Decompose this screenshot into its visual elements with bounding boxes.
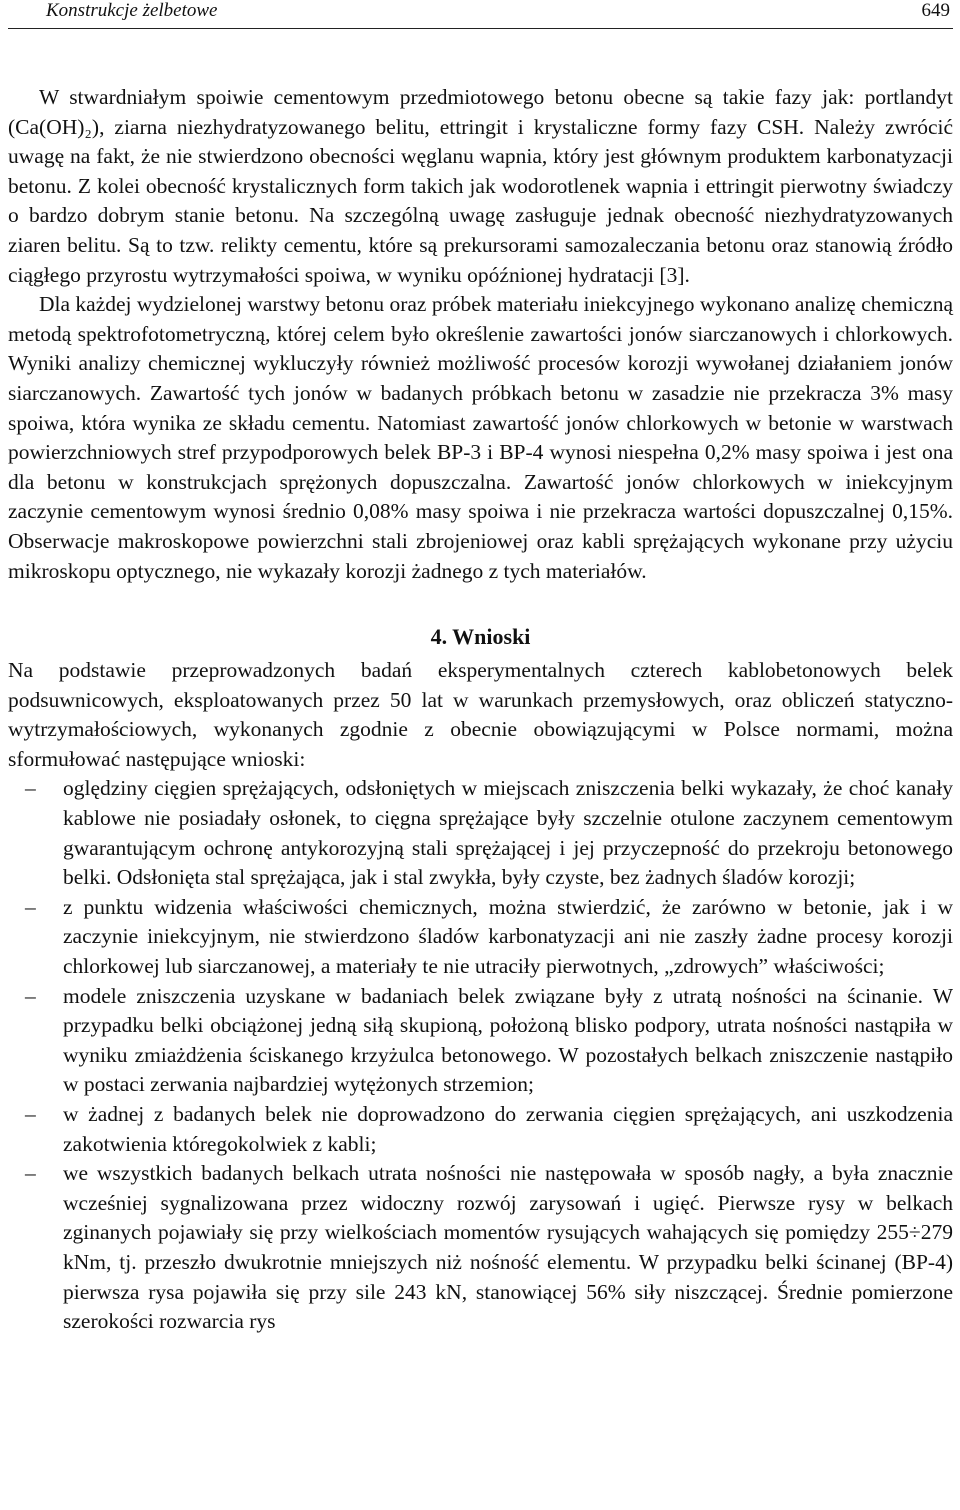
section-heading-conclusions: 4. Wnioski [430, 624, 531, 650]
conclusions-list [8, 774, 953, 1336]
bullet-dash: – [25, 1161, 36, 1186]
list-item-text: w żadnej z badanych belek nie doprowadzono do zerwania cięgien sprężających, ani uszkodzenia zakotwienia któregokolwiek z kabli; [63, 1102, 953, 1156]
paragraph-cement-phases: W stwardniałym spoiwie cementowym przedmiotowego betonu obecne są takie fazy jak: portlandyt (Ca(OH)₂), ziarna niezhydratyzowanego belitu, ettringit i krystaliczne formy fazy CSH. Należy zwrócić uwagę na fakt, że nie stwierdzono obecności węglanu wapnia, który jest głównym produktem karbonatyzacji betonu. Z kolei obecność krystalicznych form takich jak wodorotlenek wapnia i ettringit pierwotny świadczy o bardzo dobrym stanie betonu. Na szczególną uwagę zasługuje jednak obecność niezhydratyzowanych ziaren belitu. Są to tzw. relikty cementu, które są prekursorami samozaleczania betonu oraz stanowią źródło ciągłego przyrostu wytrzymałości spoiwa, w wyniku opóźnionej hydratacji [3]. [8, 85, 953, 287]
paragraph-chemical-analysis: Dla każdej wydzielonej warstwy betonu oraz próbek materiału iniekcyjnego wykonano analizę chemiczną metodą spektrofotometryczną, której celem było określenie zawartości jonów siarczanowych i chlorkowych. Wyniki analizy chemicznej wykluczyły również możliwość procesów korozji wywołanej działaniem jonów siarczanowych. Zawartość tych jonów w badanych próbkach betonu w zasadzie nie przekracza 3% masy spoiwa, która wynika ze składu cementu. Natomiast zawartość jonów chlorkowych w betonie w warstwach powierzchniowych stref przypodporowych belek BP-3 i BP-4 wynosi niespełna 0,2% masy spoiwa i jest ona dla betonu w konstrukcjach sprężonych dopuszczalna. Zawartość jonów chlorkowych w iniekcyjnym zaczynie cementowym wynosi średnio 0,08% masy spoiwa i nie przekracza wartości dopuszczalnej 0,15%. Obserwacje makroskopowe powierzchni stali zbrojeniowej oraz kabli sprężających wykonane przy użyciu mikroskopu optycznego, nie wykazały korozji żadnego z tych materiałów. [8, 292, 953, 583]
page-body [8, 83, 953, 1337]
bullet-dash: – [25, 894, 36, 919]
page-number: 649 [921, 0, 950, 21]
list-item [8, 1159, 953, 1337]
list-item [8, 893, 953, 982]
bullet-dash: – [25, 776, 36, 801]
list-item-text: z punktu widzenia właściwości chemicznych, można stwierdzić, że zarówno w betonie, jak i w zaczynie iniekcyjnym, nie stwierdzono śladów karbonatyzacji ani nie zaszły żadne procesy korozji chlorkowej lub siarczanowej, a materiały te nie utraciły pierwotnych, „zdrowych” właściwości; [63, 894, 953, 979]
list-item-text: oględziny cięgien sprężających, odsłoniętych w miejscach zniszczenia belki wykazały, że choć kanały kablowe nie posiadały osłonek, to cięgna sprężające były szczelnie otulone zaczynem cementowym gwarantującym ochronę antykorozyjną stali sprężającej i jej przyczepność do przekroju betonowego belki. Odsłonięta stal sprężająca, jak i stal zwykła, były czyste, bez żadnych śladów korozji; [63, 776, 953, 890]
journal-section-title: Konstrukcje żelbetowe [46, 0, 218, 21]
bullet-dash: – [25, 983, 36, 1008]
conclusions-intro: Na podstawie przeprowadzonych badań eksperymentalnych czterech kablobetonowych belek podsuwnicowych, eksploatowanych przez 50 lat w warunkach przemysłowych, oraz obliczeń statyczno-wytrzymałościowych, wykonanych zgodnie z obecnie obowiązującymi w Polsce normami, można sformułować następujące wnioski: [8, 658, 953, 771]
bullet-dash: – [25, 1102, 36, 1126]
list-item [8, 982, 953, 1100]
running-header [8, 0, 953, 29]
list-item-text: modele zniszczenia uzyskane w badaniach belek związane były z utratą nośności na ścinanie. W przypadku belki obciążonej jedną siłą skupioną, położoną blisko podpory, utrata nośności nastąpiła w wyniku zmiażdżenia ściskanego krzyżulca betonowego. W pozostałych belkach zniszczenie nastąpiło w postaci zerwania najbardziej wytężonych strzemion; [63, 983, 953, 1097]
list-item-text: we wszystkich badanych belkach utrata nośności nie następowała w sposób nagły, a była znacznie wcześniej sygnalizowana przez widoczny rozwój zarysowań i ugięć. Pierwsze rysy w belkach zginanych pojawiały się przy wielkościach momentów rysujących wahających się pomiędzy 255÷279 kNm, tj. przeszło dwukrotnie mniejszych niż nośność elementu. W przypadku belki ścinanej (BP-4) pierwsza rysa pojawiła się przy sile 243 kN, stanowiącej 56% siły niszczącej. Średnie pomierzone szerokości rozwarcia rys [63, 1161, 953, 1334]
list-item [8, 1100, 953, 1159]
list-item [8, 774, 953, 892]
